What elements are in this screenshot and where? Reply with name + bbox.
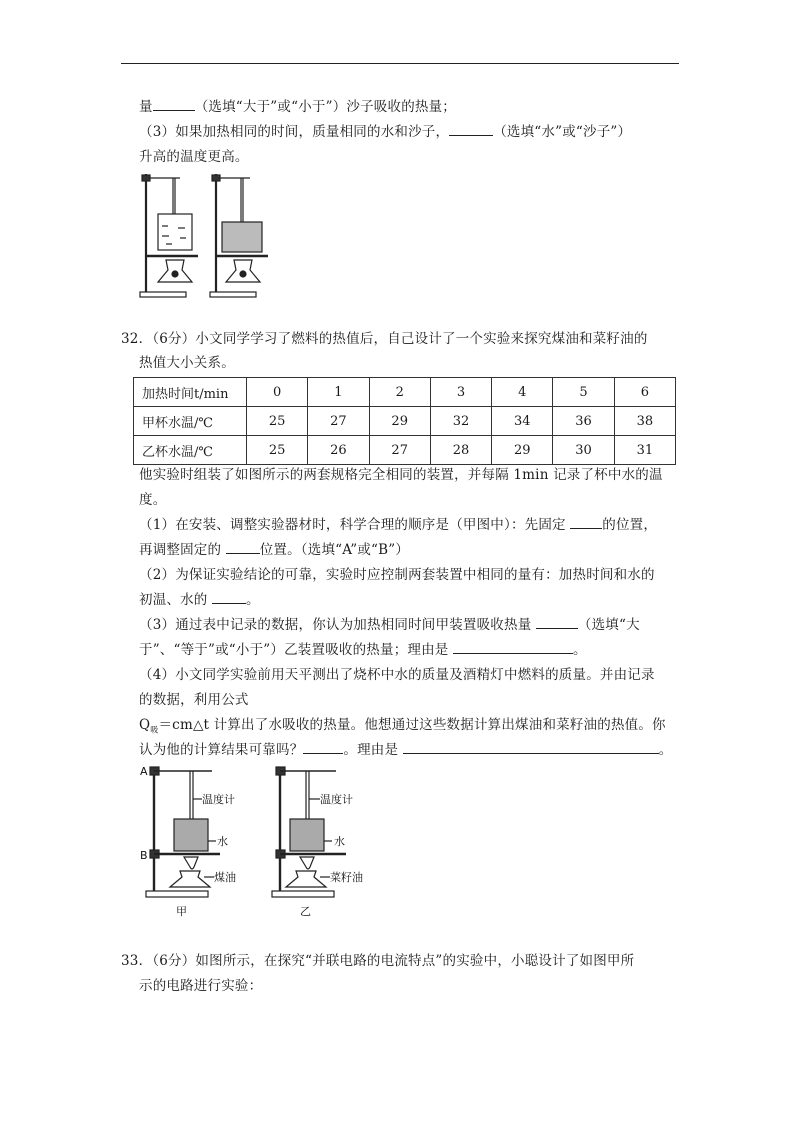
q31-line3: 升高的温度更高。 xyxy=(139,149,249,165)
label-b: B xyxy=(140,849,148,862)
answer-blank[interactable] xyxy=(403,741,659,754)
answer-blank[interactable] xyxy=(570,516,602,529)
table-cell: 31 xyxy=(614,436,675,465)
q32-part4-line1: （4）小文同学实验前用天平测出了烧杯中水的质量及酒精灯中燃料的质量。并由记录 xyxy=(139,667,655,683)
q31-line1-text-a: 量 xyxy=(139,99,153,115)
table-row xyxy=(134,378,676,407)
q32-part3-line1 xyxy=(139,616,640,634)
table-row xyxy=(134,436,676,465)
answer-blank[interactable] xyxy=(453,641,573,654)
answer-blank[interactable] xyxy=(449,123,493,136)
table-cell: 34 xyxy=(492,407,553,436)
q32-p4-text-c: ＝cm△t 计算出了水吸收的热量。他想通过这些数据计算出煤油和菜籽油的热值。你 xyxy=(158,717,666,733)
table-cell: 27 xyxy=(308,407,369,436)
q33-line2: 示的电路进行实验： xyxy=(139,978,263,994)
thermometer-label: 温度计 xyxy=(320,793,353,806)
caption-jia: 甲 xyxy=(176,905,187,918)
stand-jia xyxy=(146,767,220,897)
table-cell: 30 xyxy=(553,436,614,465)
table-cell: 38 xyxy=(614,407,675,436)
table-cell: 5 xyxy=(553,378,614,407)
table-row-label: 乙杯水温/℃ xyxy=(134,436,247,465)
answer-blank[interactable] xyxy=(536,616,578,629)
q31-line1-text-b: （选填“大于”或“小于”）沙子吸收的热量； xyxy=(194,99,457,115)
q32-intro-line1: 32．（6分）小文同学学习了燃料的热值后，自己设计了一个实验来探究煤油和菜籽油的 xyxy=(121,331,648,347)
q32-p1-text-a: （1）在安装、调整实验器材时，科学合理的顺序是（甲图中）：先固定 xyxy=(139,517,566,533)
header-rule xyxy=(121,63,679,64)
q32-p3-text-c: 于”、“等于”或“小于”）乙装置吸收的热量；理由是 xyxy=(139,642,449,658)
answer-blank[interactable] xyxy=(303,741,343,754)
answer-blank[interactable] xyxy=(226,541,260,554)
q31-line2 xyxy=(139,123,631,141)
q31-line2-text-b: （选填“水”或“沙子”） xyxy=(493,124,632,140)
q31-line2-text-a: （3）如果加热相同的时间，质量相同的水和沙子， xyxy=(139,124,450,140)
q32-p2-text-b: 初温、水的 xyxy=(139,592,208,608)
water-label: 水 xyxy=(334,835,345,848)
table-cell: 1 xyxy=(308,378,369,407)
table-row-label: 甲杯水温/℃ xyxy=(134,407,247,436)
thermometer-label: 温度计 xyxy=(202,793,235,806)
label-a: A xyxy=(140,765,148,778)
table-cell: 26 xyxy=(308,436,369,465)
table-cell: 6 xyxy=(614,378,675,407)
q32-p4-text-f: 。 xyxy=(658,742,673,758)
table-header-cell: 加热时间t/min xyxy=(134,378,247,407)
q33-line1: 33．（6分）如图所示，在探究“并联电路的电流特点”的实验中，小聪设计了如图甲所 xyxy=(121,953,635,969)
q32-p4-text-d: 认为他的计算结果可靠吗？ xyxy=(139,742,304,758)
q32-after-table-line2: 度。 xyxy=(139,492,167,508)
table-cell: 25 xyxy=(247,407,308,436)
q32-apparatus-jia xyxy=(140,763,280,923)
fuel-label: 菜籽油 xyxy=(330,871,363,884)
q32-intro-line2: 热值大小关系。 xyxy=(139,355,235,371)
q32-p2-text-c: 。 xyxy=(246,592,260,608)
table-cell: 32 xyxy=(430,407,491,436)
q32-part1-line2 xyxy=(139,541,409,559)
q32-p1-text-d: 位置。（选填“A”或“B”） xyxy=(259,542,410,558)
caption-yi: 乙 xyxy=(300,905,311,918)
q32-part4-line4 xyxy=(139,741,672,759)
q32-part4-line2: 的数据，利用公式 xyxy=(139,692,249,708)
table-row xyxy=(134,407,676,436)
q32-p3-text-b: （选填“大 xyxy=(577,617,640,633)
q32-part4-line3 xyxy=(139,716,666,740)
apparatus-sand xyxy=(210,174,268,297)
q32-p3-text-a: （3）通过表中记录的数据，你认为加热相同时间甲装置吸收热量 xyxy=(139,617,532,633)
table-cell: 4 xyxy=(492,378,553,407)
q32-p4-text-e: 。理由是 xyxy=(343,742,399,758)
q32-apparatus-yi xyxy=(270,763,410,923)
fuel-label: 煤油 xyxy=(214,871,236,884)
q32-part3-line2 xyxy=(139,641,587,659)
q32-part2-line1: （2）为保证实验结论的可靠，实验时应控制两套装置中相同的量有：加热时间和水的 xyxy=(139,567,655,583)
table-cell: 2 xyxy=(369,378,430,407)
table-cell: 27 xyxy=(369,436,430,465)
q32-p3-text-d: 。 xyxy=(573,642,587,658)
table-cell: 29 xyxy=(492,436,553,465)
answer-blank[interactable] xyxy=(212,591,246,604)
table-cell: 3 xyxy=(430,378,491,407)
answer-blank[interactable] xyxy=(153,98,195,111)
formula-q: Q xyxy=(139,717,151,733)
table-cell: 28 xyxy=(430,436,491,465)
q31-line1 xyxy=(139,98,456,116)
q32-part1-line1 xyxy=(139,516,657,534)
water-label: 水 xyxy=(217,835,228,848)
table-cell: 36 xyxy=(553,407,614,436)
q31-apparatus-figure xyxy=(138,170,268,300)
table-cell: 0 xyxy=(247,378,308,407)
formula-subscript: 吸 xyxy=(150,725,159,735)
temperature-table xyxy=(133,377,676,465)
q32-p1-text-c: 再调整固定的 xyxy=(139,542,222,558)
apparatus-water xyxy=(140,174,198,297)
q32-p1-text-b: 的位置， xyxy=(602,517,658,533)
table-cell: 29 xyxy=(369,407,430,436)
q32-part2-line2 xyxy=(139,591,260,609)
q32-after-table-line1: 他实验时组装了如图所示的两套规格完全相同的装置，并每隔 1min 记录了杯中水的温 xyxy=(139,467,663,483)
table-cell: 25 xyxy=(247,436,308,465)
